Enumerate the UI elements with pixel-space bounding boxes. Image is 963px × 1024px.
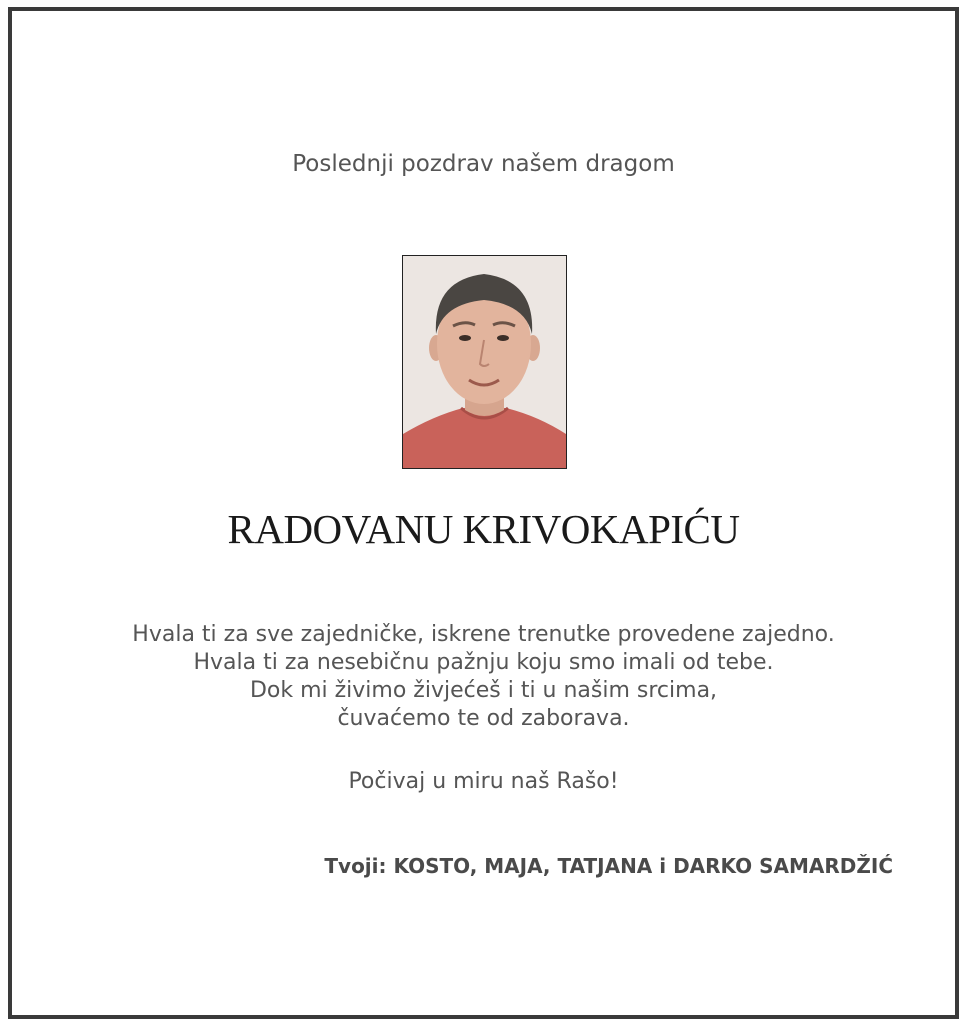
signature: Tvoji: KOSTO, MAJA, TATJANA i DARKO SAMARDŽIĆ	[324, 854, 893, 878]
intro-text: Poslednji pozdrav našem dragom	[292, 151, 675, 177]
farewell-text: Počivaj u miru naš Rašo!	[348, 769, 619, 794]
verse-line: Dok mi živimo živjećeš i ti u našim srcima,	[249, 678, 718, 703]
verse-line: Hvala ti za sve zajedničke, iskrene trenutke provedene zajedno.	[132, 622, 835, 647]
obituary-frame	[8, 7, 959, 1019]
portrait-photo	[402, 255, 567, 469]
verse-line: čuvaćemo te od zaborava.	[337, 706, 630, 731]
verse-block	[12, 621, 955, 733]
deceased-name: RADOVANU KRIVOKAPIĆU	[227, 506, 740, 552]
verse-line: Hvala ti za nesebičnu pažnju koju smo imali od tebe.	[193, 650, 774, 675]
